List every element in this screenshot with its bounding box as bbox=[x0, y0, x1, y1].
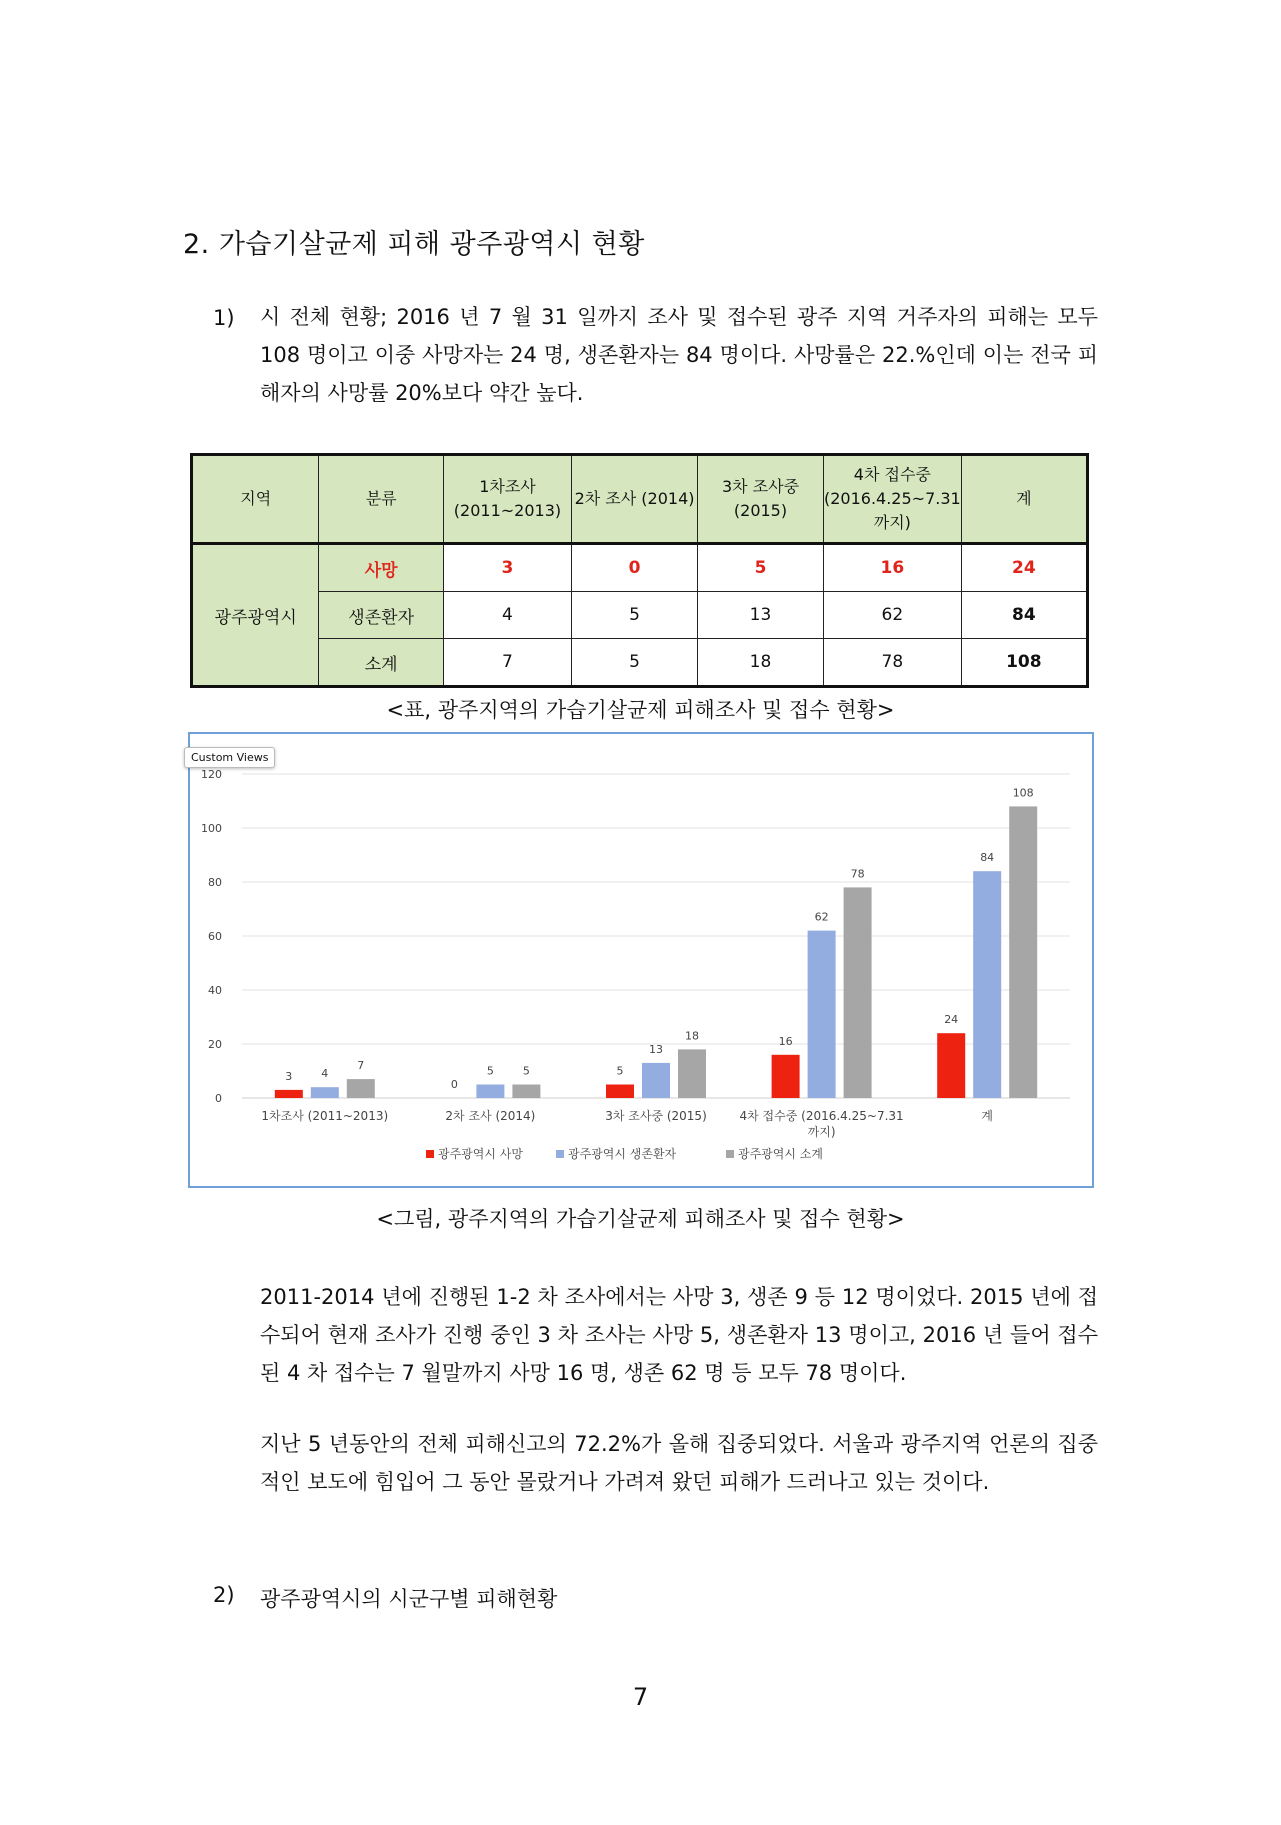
list-number-2: 2) bbox=[213, 1583, 235, 1607]
x-tick-label: 1차조사 (2011~2013) bbox=[261, 1109, 389, 1123]
x-tick-label: 3차 조사중 (2015) bbox=[605, 1109, 707, 1123]
table-cell: 108 bbox=[961, 639, 1087, 687]
bar bbox=[347, 1079, 375, 1098]
table-cell: 4 bbox=[443, 592, 571, 639]
data-label: 7 bbox=[357, 1059, 365, 1073]
legend-swatch bbox=[426, 1150, 434, 1158]
data-label: 84 bbox=[980, 851, 995, 865]
list-text-2: 광주광역시의 시군구별 피해현황 bbox=[260, 1587, 558, 1611]
list-text-1: 시 전체 현황; 2016 년 7 월 31 일까지 조사 및 접수된 광주 지역 거주자의 피해는 모두 108 명이고 이중 사망자는 24 명, 생존환자는 84 명이다. 사망률은 22.%인데 이는 전국 피해자의 사망률 20%보다 약간 높다. bbox=[260, 305, 1098, 405]
data-label: 5 bbox=[616, 1064, 624, 1078]
row-label-subtotal: 소계 bbox=[319, 639, 443, 687]
bar bbox=[512, 1085, 540, 1099]
bar bbox=[973, 871, 1001, 1098]
y-tick-label: 0 bbox=[215, 1092, 222, 1105]
table-cell: 0 bbox=[572, 544, 698, 592]
data-label: 62 bbox=[814, 910, 829, 924]
y-tick-label: 100 bbox=[201, 822, 222, 835]
data-label: 5 bbox=[486, 1064, 494, 1078]
x-tick-label: 계 bbox=[981, 1109, 993, 1123]
y-tick-label: 120 bbox=[201, 768, 222, 781]
row-label-death: 사망 bbox=[319, 544, 443, 592]
survey-table bbox=[190, 453, 1089, 688]
bar bbox=[642, 1063, 670, 1098]
data-label: 0 bbox=[450, 1078, 458, 1091]
table-cell: 13 bbox=[698, 592, 824, 639]
header-survey-2: 2차 조사 (2014) bbox=[572, 455, 698, 544]
bar bbox=[844, 887, 872, 1098]
bar bbox=[1009, 806, 1037, 1098]
header-survey-3: 3차 조사중 (2015) bbox=[698, 455, 824, 544]
data-label: 78 bbox=[850, 867, 865, 881]
table-cell: 24 bbox=[961, 544, 1087, 592]
paragraph-2: 지난 5 년동안의 전체 피해신고의 72.2%가 올해 집중되었다. 서울과 광주지역 언론의 집중적인 보도에 힘입어 그 동안 몰랐거나 가려져 왔던 피해가 드러나고 있는 것이다. bbox=[260, 1432, 1098, 1494]
bar bbox=[311, 1087, 339, 1098]
bar bbox=[476, 1085, 504, 1099]
table-cell: 5 bbox=[572, 639, 698, 687]
table-cell: 84 bbox=[961, 592, 1087, 639]
table-cell: 78 bbox=[823, 639, 961, 687]
y-tick-label: 80 bbox=[208, 876, 222, 889]
custom-views-button[interactable]: Custom Views bbox=[184, 747, 275, 768]
x-tick-label: 2차 조사 (2014) bbox=[445, 1109, 536, 1123]
x-tick-label: 까지) bbox=[807, 1125, 836, 1139]
header-total: 계 bbox=[961, 455, 1087, 544]
data-label: 4 bbox=[321, 1067, 329, 1081]
y-tick-label: 20 bbox=[208, 1038, 222, 1051]
data-label: 3 bbox=[285, 1069, 293, 1083]
table-cell: 3 bbox=[443, 544, 571, 592]
data-label: 24 bbox=[944, 1013, 959, 1027]
bar bbox=[937, 1033, 965, 1098]
header-survey-4: 4차 접수중 (2016.4.25~7.31 까지) bbox=[823, 455, 961, 544]
header-category: 분류 bbox=[319, 455, 443, 544]
data-label: 13 bbox=[649, 1042, 663, 1056]
legend-label: 광주광역시 사망 bbox=[438, 1147, 523, 1161]
paragraph-1: 2011-2014 년에 진행된 1-2 차 조사에서는 사망 3, 생존 9 등 12 명이었다. 2015 년에 접수되어 현재 조사가 진행 중인 3 차 조사는 사망 5, 생존환자 13 명이고, 2016 년 들어 접수된 4 차 접수는 7 월말까지 사망 16 명, 생존 62 명 등 모두 78 명이다. bbox=[260, 1285, 1098, 1385]
data-label: 5 bbox=[522, 1064, 530, 1078]
table-cell: 5 bbox=[572, 592, 698, 639]
bar-chart bbox=[190, 734, 1092, 1186]
y-tick-label: 60 bbox=[208, 930, 222, 943]
row-label-survivor: 생존환자 bbox=[319, 592, 443, 639]
legend-label: 광주광역시 소계 bbox=[738, 1147, 823, 1161]
table-cell: 5 bbox=[698, 544, 824, 592]
region-cell: 광주광역시 bbox=[192, 544, 319, 687]
table-cell: 18 bbox=[698, 639, 824, 687]
header-region: 지역 bbox=[192, 455, 319, 544]
legend-label: 광주광역시 생존환자 bbox=[568, 1147, 677, 1161]
bar bbox=[808, 931, 836, 1098]
list-number-1: 1) bbox=[213, 306, 235, 330]
bar bbox=[678, 1049, 706, 1098]
x-tick-label: 4차 접수중 (2016.4.25~7.31 bbox=[739, 1109, 904, 1123]
bar bbox=[275, 1090, 303, 1098]
figure-caption: <그림, 광주지역의 가습기살균제 피해조사 및 접수 현황> bbox=[376, 1207, 905, 1231]
legend-swatch bbox=[726, 1150, 734, 1158]
chart-frame bbox=[188, 732, 1094, 1188]
table-caption: <표, 광주지역의 가습기살균제 피해조사 및 접수 현황> bbox=[386, 698, 895, 722]
y-tick-label: 40 bbox=[208, 984, 222, 997]
data-label: 18 bbox=[685, 1029, 699, 1043]
legend-swatch bbox=[556, 1150, 564, 1158]
header-survey-1: 1차조사 (2011~2013) bbox=[443, 455, 571, 544]
page-number: 7 bbox=[632, 1683, 649, 1711]
section-heading: 2. 가습기살균제 피해 광주광역시 현황 bbox=[183, 229, 645, 260]
data-label: 16 bbox=[778, 1034, 793, 1048]
table-cell: 7 bbox=[443, 639, 571, 687]
bar bbox=[772, 1055, 800, 1098]
data-label: 108 bbox=[1012, 786, 1034, 800]
table-cell: 16 bbox=[823, 544, 961, 592]
table-cell: 62 bbox=[823, 592, 961, 639]
bar bbox=[606, 1085, 634, 1099]
